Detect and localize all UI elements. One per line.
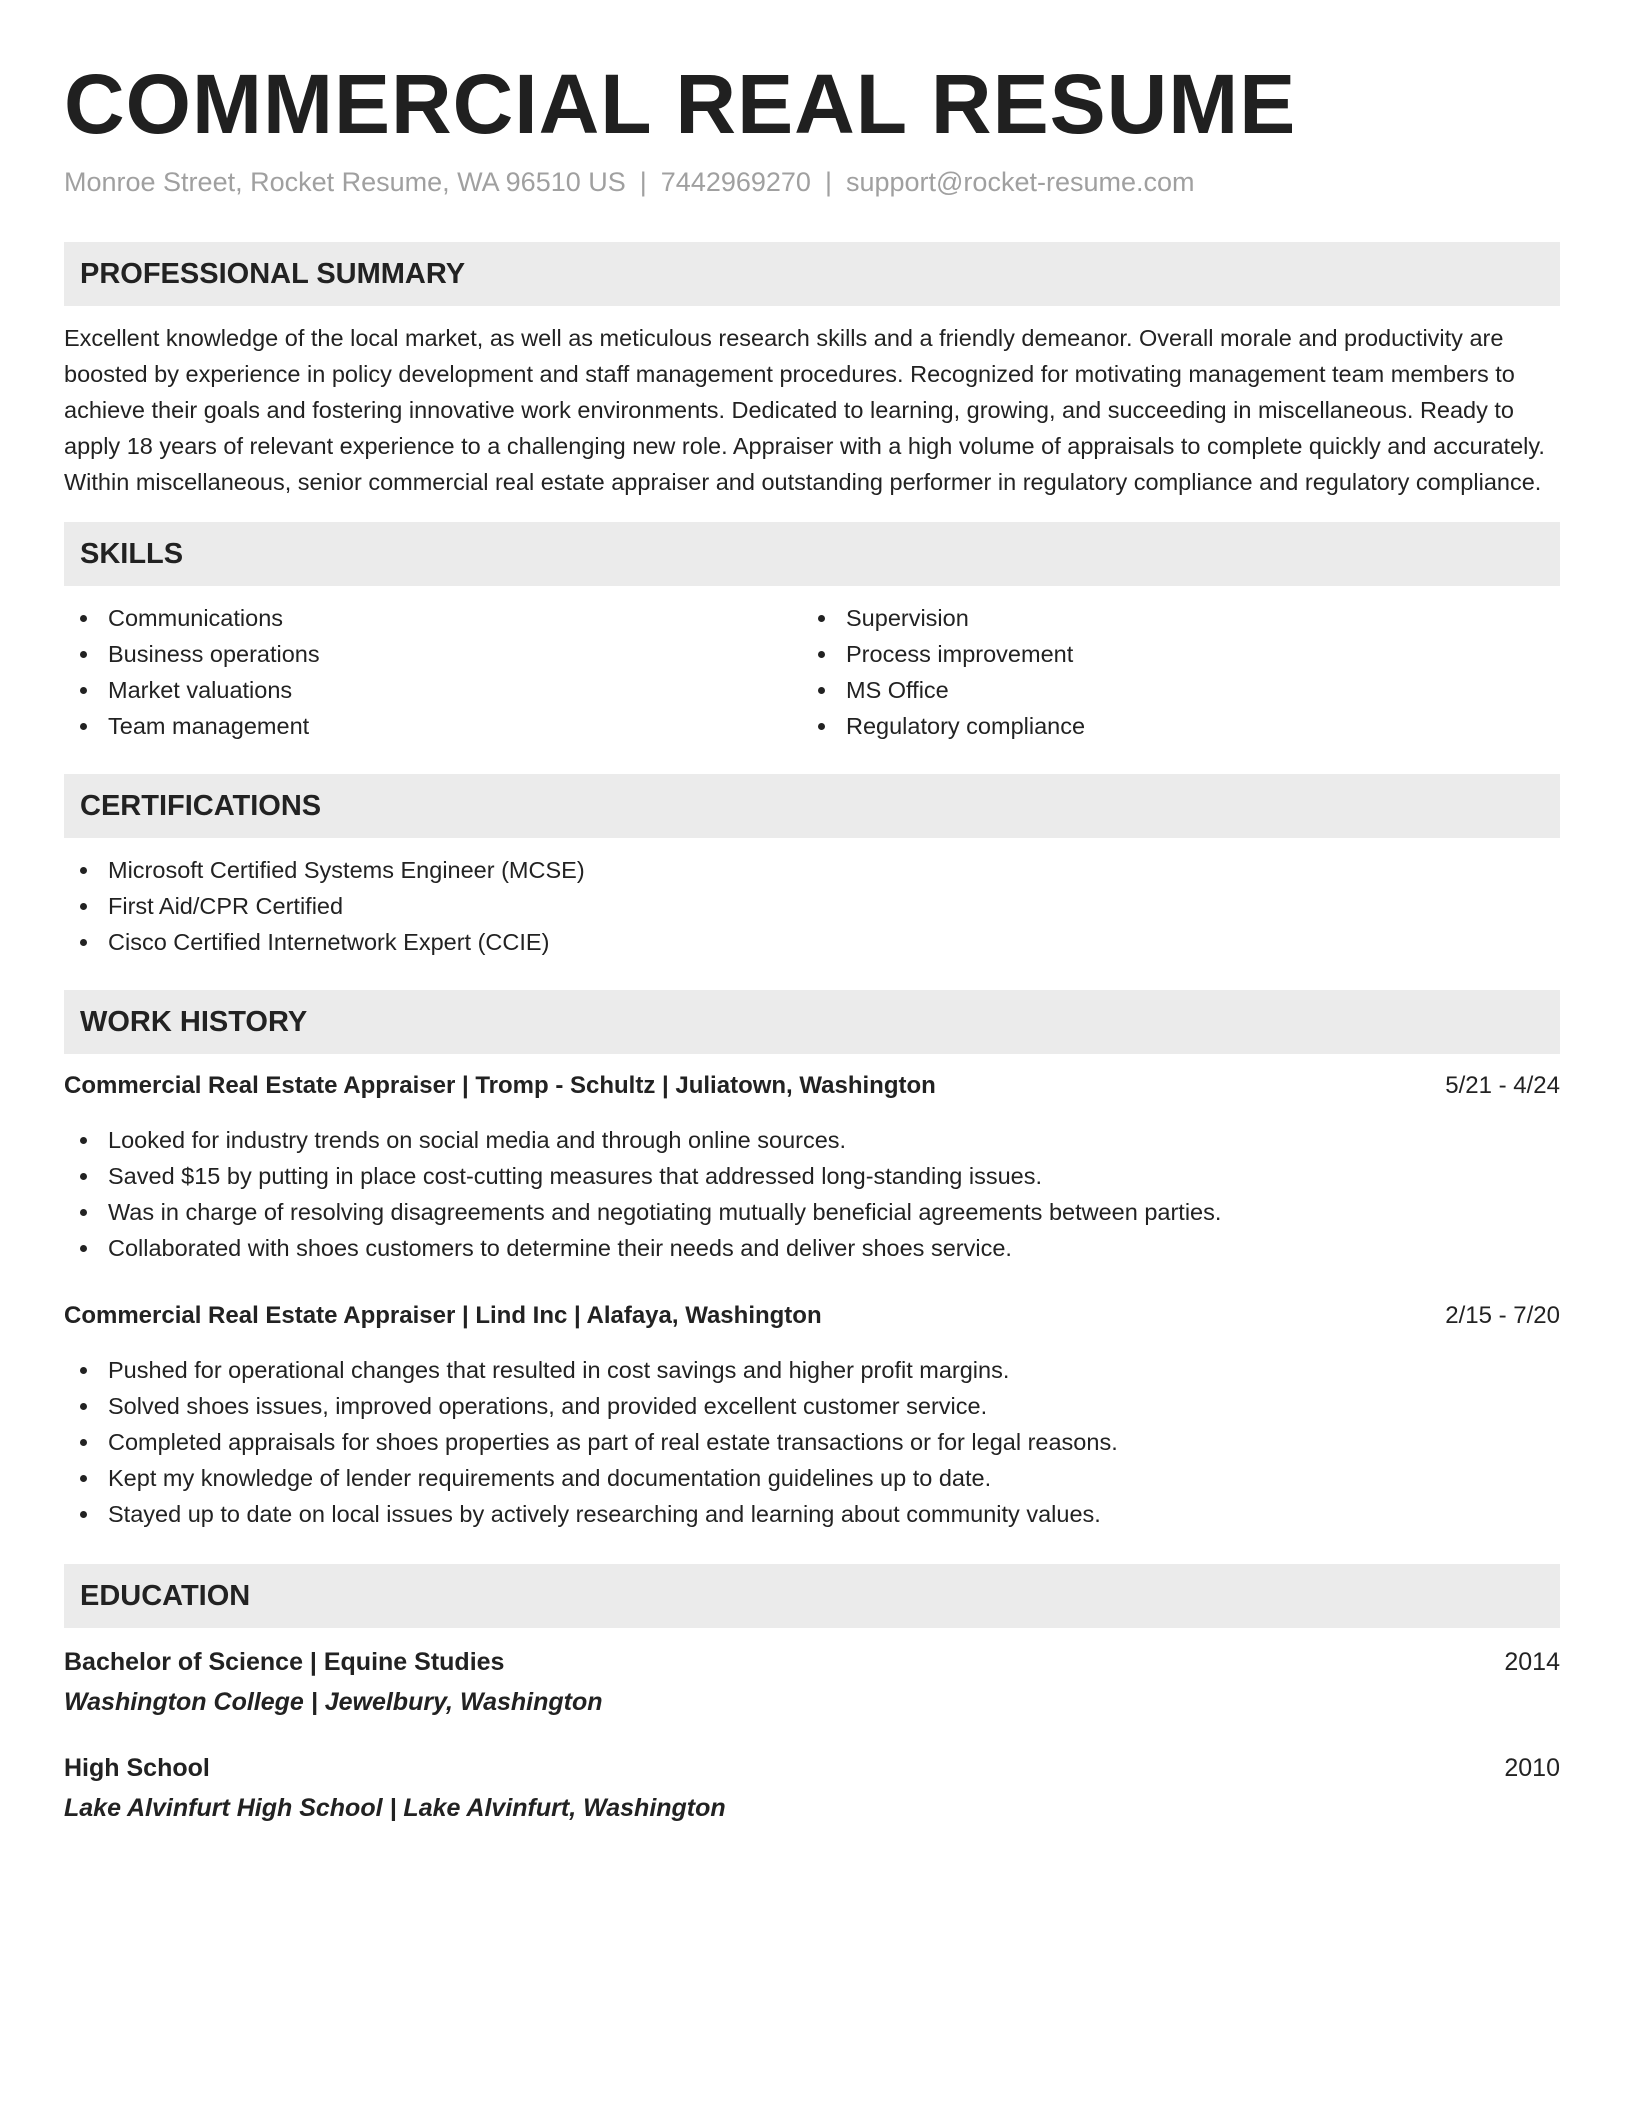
education-degree: Bachelor of Science | Equine Studies (64, 1648, 505, 1676)
education-school: Washington College | Jewelbury, Washington (64, 1688, 603, 1716)
skill-item: MS Office (802, 672, 1540, 708)
resume-page (64, 56, 1560, 1826)
education-entry (64, 1750, 1560, 1826)
skills-column-left (64, 600, 802, 744)
certification-item: Cisco Certified Internetwork Expert (CCIE) (64, 924, 1560, 960)
section-heading-education: EDUCATION (64, 1564, 1560, 1628)
section-heading-skills: SKILLS (64, 522, 1560, 586)
job-bullet: Completed appraisals for shoes properties as part of real estate transactions or for legal reasons. (64, 1424, 1560, 1460)
job-header (64, 1068, 1560, 1104)
job-bullet: Stayed up to date on local issues by actively researching and learning about community values. (64, 1496, 1560, 1532)
contact-separator: | (639, 167, 647, 197)
job-entry (64, 1068, 1560, 1266)
job-title: Commercial Real Estate Appraiser | Lind Inc | Alafaya, Washington (64, 1302, 822, 1329)
certification-item: Microsoft Certified Systems Engineer (MCSE) (64, 852, 1560, 888)
job-bullet: Was in charge of resolving disagreements and negotiating mutually beneficial agreements between parties. (64, 1194, 1560, 1230)
certification-item: First Aid/CPR Certified (64, 888, 1560, 924)
job-bullet: Looked for industry trends on social media and through online sources. (64, 1122, 1560, 1158)
job-bullet: Saved $15 by putting in place cost-cutting measures that addressed long-standing issues. (64, 1158, 1560, 1194)
education-degree: High School (64, 1754, 210, 1782)
skills-list (64, 600, 1560, 744)
section-heading-work-history: WORK HISTORY (64, 990, 1560, 1054)
education-school: Lake Alvinfurt High School | Lake Alvinfurt, Washington (64, 1794, 726, 1822)
email: support@rocket-resume.com (845, 167, 1195, 197)
job-bullet: Kept my knowledge of lender requirements and documentation guidelines up to date. (64, 1460, 1560, 1496)
skill-item: Supervision (802, 600, 1540, 636)
education-entry (64, 1644, 1560, 1720)
phone: 7442969270 (660, 167, 811, 197)
contact-separator: | (824, 167, 832, 197)
skill-item: Team management (64, 708, 802, 744)
job-bullets (64, 1122, 1560, 1266)
job-entry (64, 1298, 1560, 1532)
skill-item: Communications (64, 600, 802, 636)
skill-item: Market valuations (64, 672, 802, 708)
certifications-list (64, 852, 1560, 960)
skills-column-right (802, 600, 1540, 744)
section-heading-certifications: CERTIFICATIONS (64, 774, 1560, 838)
education-header (64, 1750, 1560, 1786)
skill-item: Process improvement (802, 636, 1540, 672)
skill-item: Regulatory compliance (802, 708, 1540, 744)
section-heading-summary: PROFESSIONAL SUMMARY (64, 242, 1560, 306)
job-bullet: Collaborated with shoes customers to determine their needs and deliver shoes service. (64, 1230, 1560, 1266)
education-year: 2014 (1504, 1648, 1560, 1676)
skill-item: Business operations (64, 636, 802, 672)
contact-line (64, 164, 1560, 200)
address: Monroe Street, Rocket Resume, WA 96510 US (64, 167, 626, 197)
job-dates: 2/15 - 7/20 (1445, 1302, 1560, 1329)
summary-text: Excellent knowledge of the local market, as well as meticulous research skills and a friendly demeanor. Overall morale and productivity are boosted by experience in policy development and staff management procedures. Recognized for motivating management team members to achieve their goals and fostering innovative work environments. Dedicated to learning, growing, and succeeding in miscellaneous. Ready to apply 18 years of relevant experience to a challenging new role. Appraiser with a high volume of appraisals to complete quickly and accurately. Within miscellaneous, senior commercial real estate appraiser and outstanding performer in regulatory compliance and regulatory compliance. (64, 325, 1545, 495)
job-bullet: Solved shoes issues, improved operations, and provided excellent customer service. (64, 1388, 1560, 1424)
job-title: Commercial Real Estate Appraiser | Tromp - Schultz | Juliatown, Washington (64, 1072, 936, 1099)
job-header (64, 1298, 1560, 1334)
job-bullet: Pushed for operational changes that resulted in cost savings and higher profit margins. (64, 1352, 1560, 1388)
education-year: 2010 (1504, 1754, 1560, 1782)
job-bullets (64, 1352, 1560, 1532)
job-dates: 5/21 - 4/24 (1445, 1072, 1560, 1099)
resume-name: COMMERCIAL REAL RESUME (64, 57, 1297, 151)
education-header (64, 1644, 1560, 1680)
